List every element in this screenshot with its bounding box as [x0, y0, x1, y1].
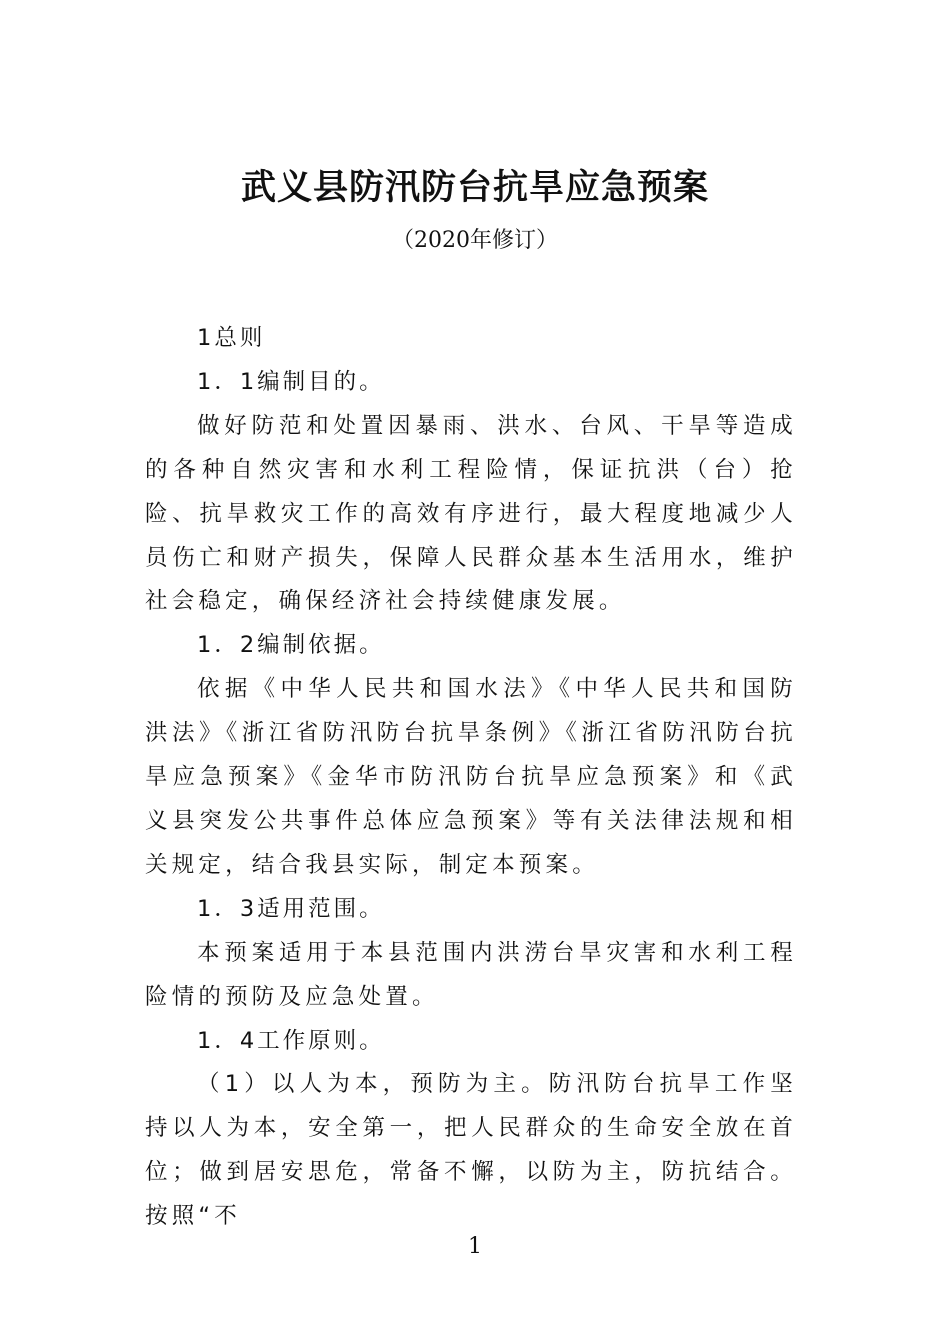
paragraph-scope: 本预案适用于本县范围内洪涝台旱灾害和水利工程险情的预防及应急处置。	[145, 939, 797, 1010]
paragraph-purpose: 做好防范和处置因暴雨、洪水、台风、干旱等造成的各种自然灾害和水利工程险情，保证抗洪（台）抢险、抗旱救灾工作的高效有序进行，最大程度地减少人员伤亡和财产损失，保障人民群众基本生活用水，维护社会稳定，确保经济社会持续健康发展。	[145, 412, 797, 615]
section-heading-general: 1总则	[197, 325, 266, 351]
paragraph-principles: （1）以人为本，预防为主。防汛防台抗旱工作坚持以人为本，安全第一，把人民群众的生命安全放在首位；做到居安思危，常备不懈，以防为主，防抗结合。按照“不	[145, 1071, 797, 1230]
section-heading-principles: 1．4工作原则。	[197, 1027, 385, 1054]
document-title: 武义县防汛防台抗旱应急预案	[240, 167, 709, 208]
document-subtitle: （2020年修订）	[392, 228, 558, 253]
paragraph-basis: 依据《中华人民共和国水法》《中华人民共和国防洪法》《浙江省防汛防台抗旱条例》《浙江省防汛防台抗旱应急预案》《金华市防汛防台抗旱应急预案》和《武义县突发公共事件总体应急预案》等有关法律法规和相关规定，结合我县实际，制定本预案。	[145, 676, 797, 878]
section-heading-scope: 1．3适用范围。	[197, 895, 385, 922]
document-body	[145, 317, 797, 1239]
page-number: 1	[468, 1234, 482, 1259]
section-heading-purpose: 1．1编制目的。	[197, 368, 385, 395]
section-heading-basis: 1．2编制依据。	[197, 632, 385, 659]
